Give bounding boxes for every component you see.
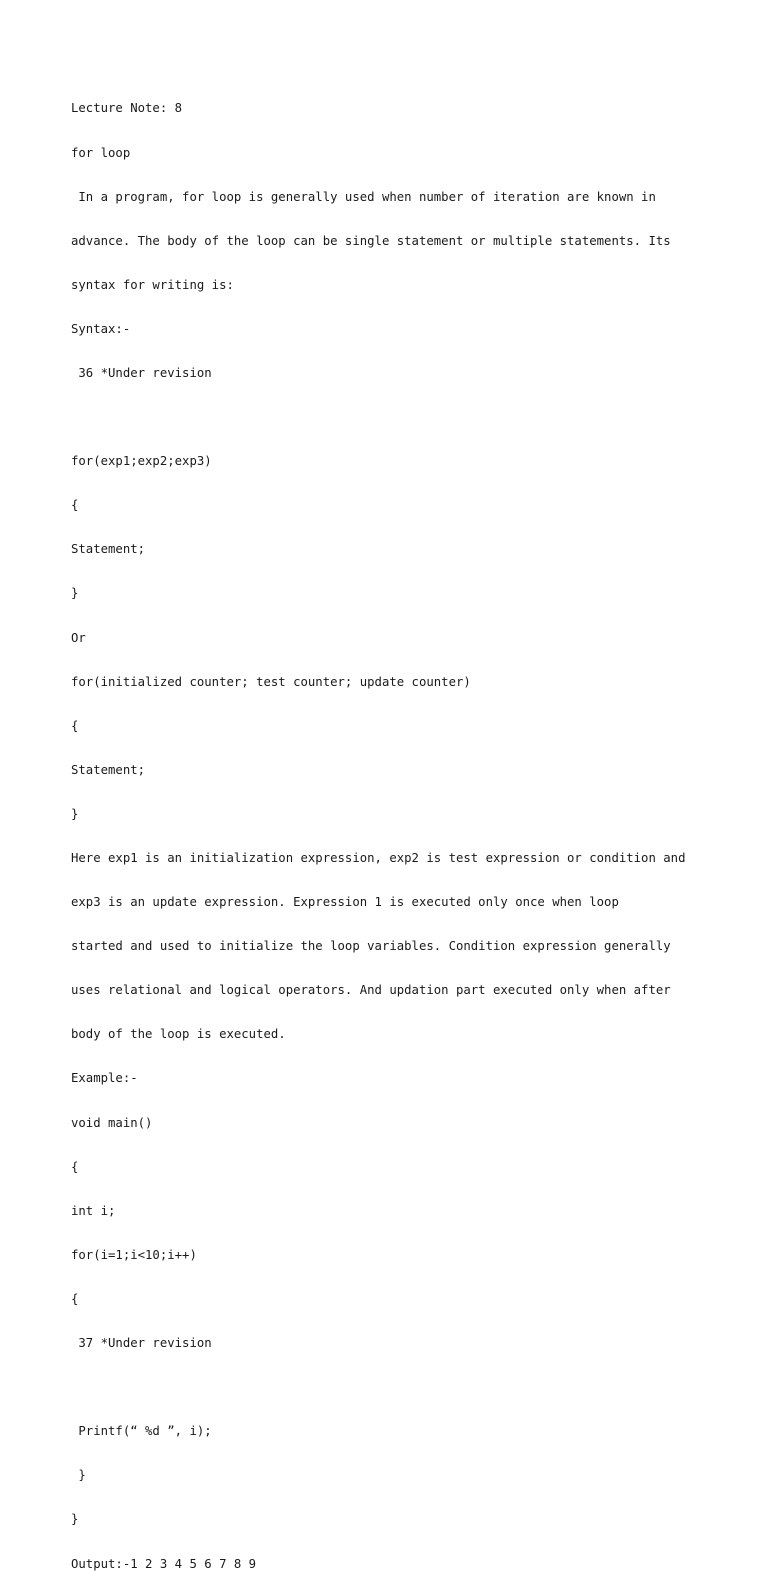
paragraph-line: In a program, for loop is generally used when number of iteration are known in (71, 189, 656, 204)
code-line: { (71, 1159, 79, 1174)
code-line: int i; (71, 1203, 116, 1218)
code-line: Printf(“ %d ”, i); (71, 1424, 212, 1439)
paragraph-line: started and used to initialize the loop variables. Condition expression generally (71, 939, 671, 954)
blank-line (71, 410, 721, 425)
paragraph-line: exp3 is an update expression. Expression 1 is executed only once when loop (71, 895, 619, 910)
page-marker: 37 *Under revision (71, 1336, 212, 1351)
code-line: { (71, 1291, 79, 1306)
document-title: Lecture Note: 8 (71, 101, 183, 116)
code-line: Statement; (71, 762, 146, 777)
syntax-label: Syntax:- (71, 321, 131, 336)
section-heading: for loop (71, 145, 131, 160)
code-line: for(exp1;exp2;exp3) (71, 454, 212, 469)
code-line: for(initialized counter; test counter; update counter) (71, 674, 471, 689)
code-line: } (71, 806, 79, 821)
code-line: } (71, 1512, 79, 1527)
code-line: } (71, 586, 79, 601)
paragraph-line: syntax for writing is: (71, 277, 234, 292)
paragraph-line: Or (71, 630, 86, 645)
code-line: } (71, 1468, 86, 1483)
code-line: { (71, 498, 79, 513)
paragraph-line: uses relational and logical operators. And updation part executed only when after (71, 983, 671, 998)
code-line: { (71, 718, 79, 733)
blank-line (71, 1380, 721, 1395)
paragraph-line: body of the loop is executed. (71, 1027, 286, 1042)
page-marker: 36 *Under revision (71, 365, 212, 380)
code-line: for(i=1;i<10;i++) (71, 1247, 197, 1262)
paragraph-line: Here exp1 is an initialization expression, exp2 is test expression or condition and (71, 851, 686, 865)
document-body (71, 72, 721, 1586)
code-line: void main() (71, 1115, 153, 1130)
code-line: Statement; (71, 542, 146, 557)
output-line: Output:-1 2 3 4 5 6 7 8 9 (71, 1556, 257, 1571)
paragraph-line: advance. The body of the loop can be single statement or multiple statements. Its (71, 233, 671, 248)
example-label: Example:- (71, 1071, 138, 1086)
